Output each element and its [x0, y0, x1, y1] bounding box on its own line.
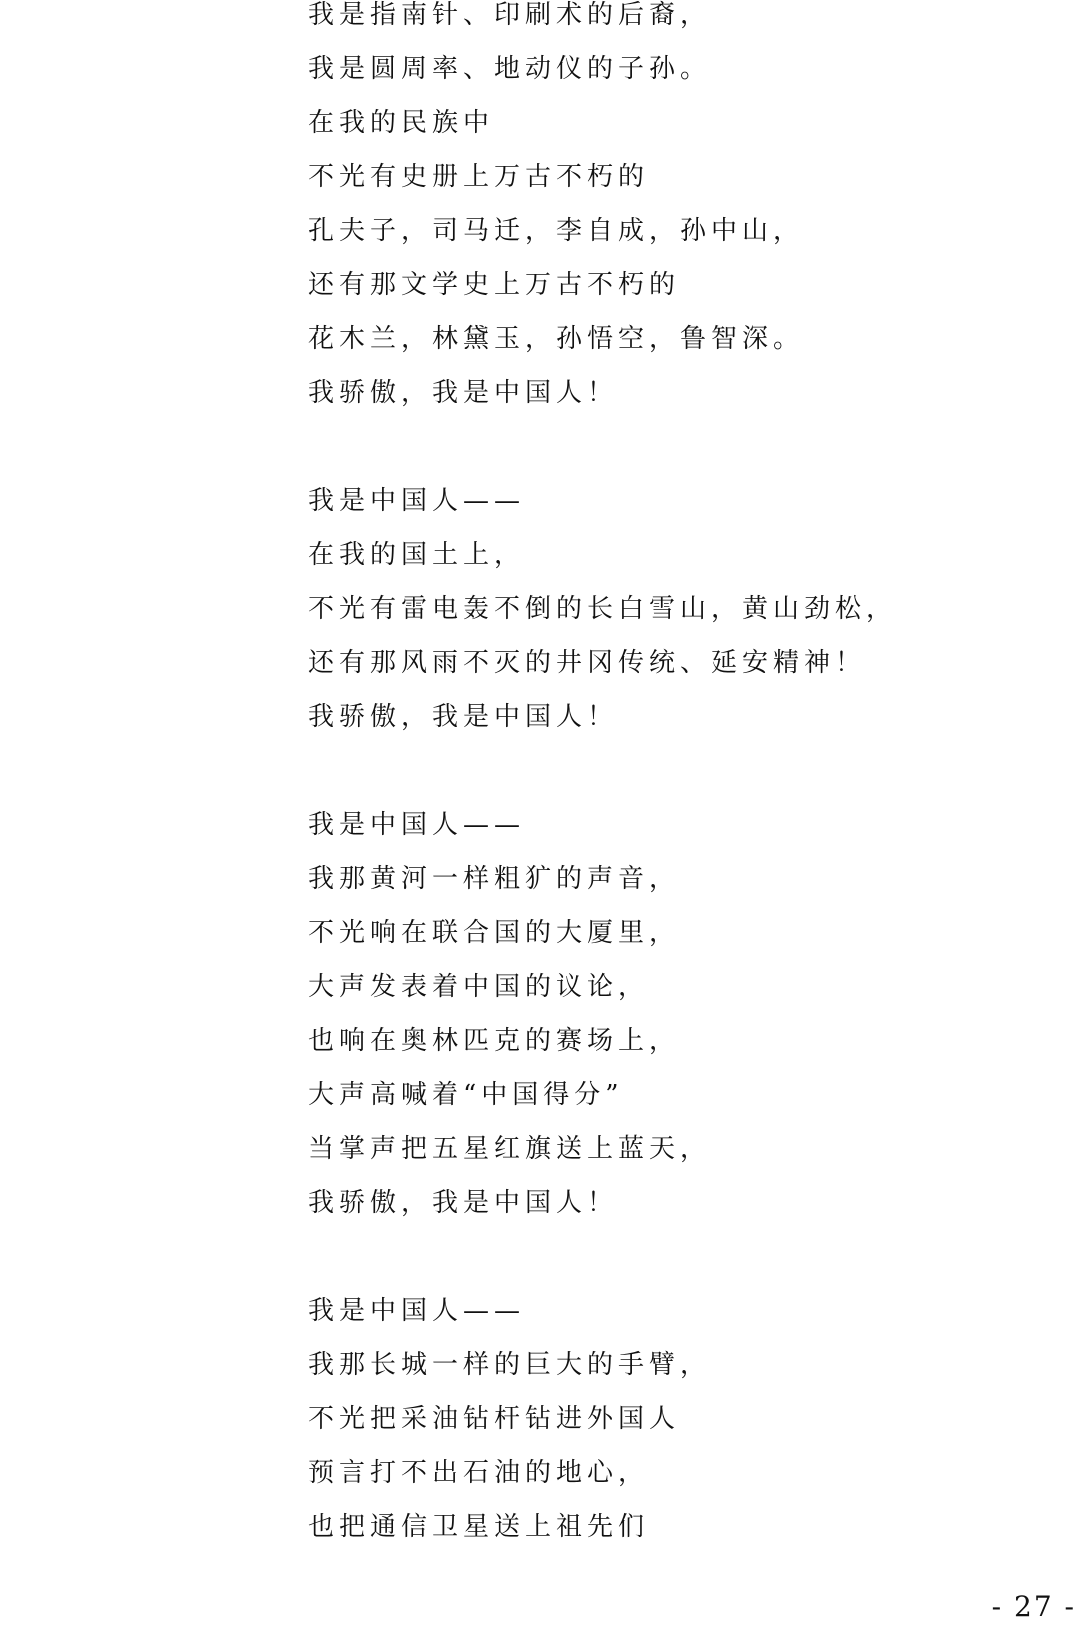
poem-line: 预言打不出石油的地心， — [308, 1458, 650, 1488]
poem-line: 不光响在联合国的大厦里， — [308, 918, 681, 948]
poem-line: 我是中国人—— — [308, 810, 526, 840]
poem-line: 还有那风雨不灭的井冈传统、延安精神！ — [308, 648, 867, 678]
poem-line: 也响在奥林匹克的赛场上， — [308, 1026, 681, 1056]
poem-stanza-3 — [308, 808, 1048, 1240]
poem-line: 花木兰，林黛玉，孙悟空，鲁智深。 — [308, 324, 805, 354]
poem-line: 我那黄河一样粗犷的声音， — [308, 864, 681, 894]
poem-line: 我是指南针、印刷术的后裔， — [308, 0, 712, 30]
poem-line: 在我的民族中 — [308, 108, 495, 138]
poem-stanza-2 — [308, 484, 1048, 754]
poem-line: 不光把采油钻杆钻进外国人 — [308, 1404, 681, 1434]
poem-line: 大声发表着中国的议论， — [308, 972, 650, 1002]
poem-line: 在我的国土上， — [308, 540, 526, 570]
poem-stanza-4 — [308, 1294, 1048, 1564]
poem-line: 我是中国人—— — [308, 486, 526, 516]
poem-line: 我是中国人—— — [308, 1296, 526, 1326]
poem-line: 我是圆周率、地动仪的子孙。 — [308, 54, 712, 84]
poem-body — [308, 0, 1048, 1564]
poem-line: 我骄傲，我是中国人！ — [308, 1188, 619, 1218]
poem-line: 我骄傲，我是中国人！ — [308, 378, 619, 408]
poem-line: 不光有雷电轰不倒的长白雪山，黄山劲松， — [308, 594, 898, 624]
poem-line: 当掌声把五星红旗送上蓝天， — [308, 1134, 712, 1164]
poem-line: 也把通信卫星送上祖先们 — [308, 1512, 650, 1542]
poem-line: 还有那文学史上万古不朽的 — [308, 270, 681, 300]
poem-line: 不光有史册上万古不朽的 — [308, 162, 650, 192]
poem-line: 孔夫子，司马迁，李自成，孙中山， — [308, 216, 805, 246]
poem-stanza-1 — [308, 0, 1048, 430]
poem-line: 我骄傲，我是中国人！ — [308, 702, 619, 732]
page-number: - 27 - — [991, 1590, 1076, 1623]
poem-line: 大声高喊着“中国得分” — [308, 1080, 624, 1110]
poem-line: 我那长城一样的巨大的手臂， — [308, 1350, 712, 1380]
